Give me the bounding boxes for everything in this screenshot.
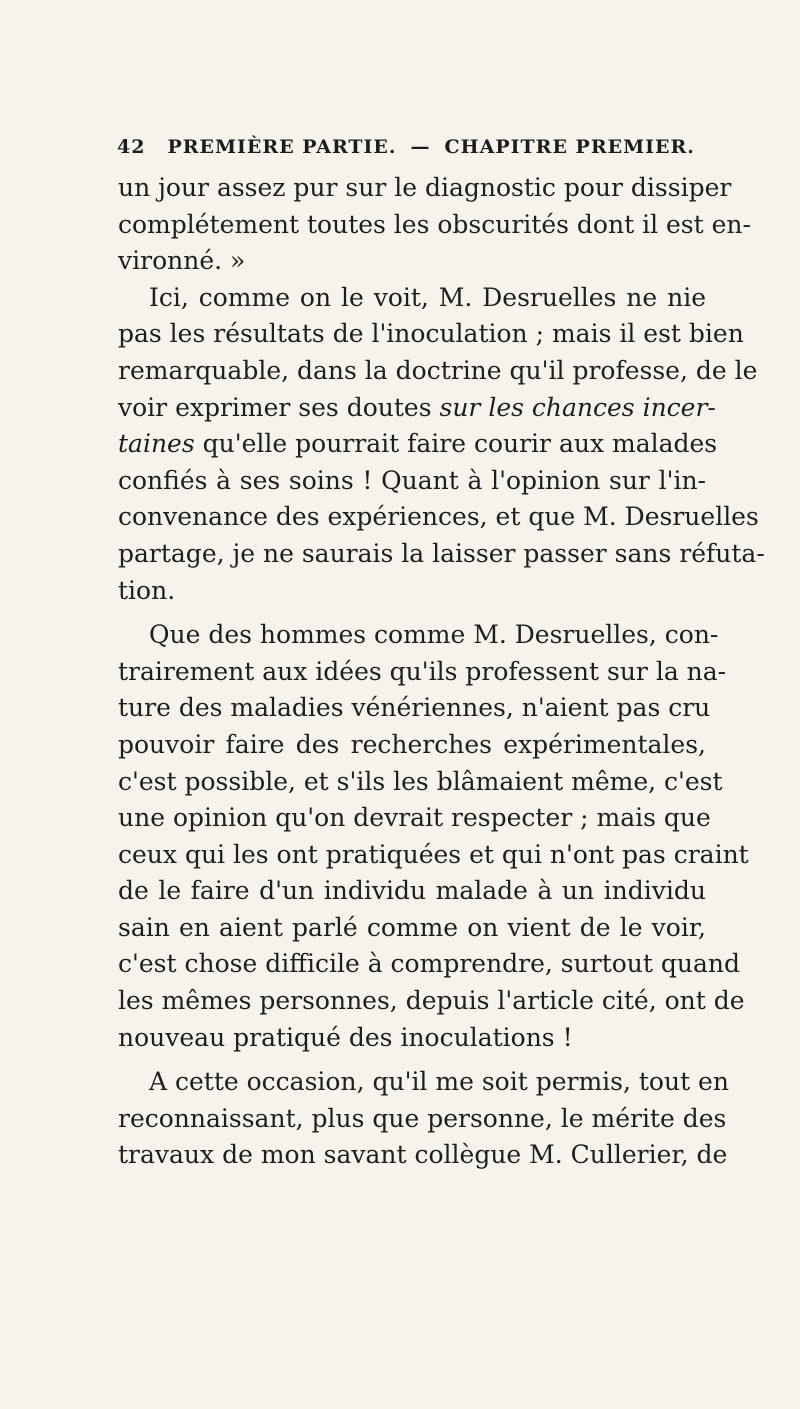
header-part: PREMIÈRE PARTIE.: [167, 136, 397, 158]
text-line: c'est possible, et s'ils les blâmaient même, c'est: [118, 766, 723, 796]
italic-phrase: taines: [118, 429, 195, 459]
text-line: vironné. »: [118, 246, 246, 276]
text-line: [118, 426, 718, 463]
text-line: A cette occasion, qu'il me soit permis, tout en: [149, 1067, 729, 1097]
paragraph-3: [118, 617, 749, 1056]
text-line: partage, je ne saurais la laisser passer sans réfuta-: [118, 538, 765, 568]
text-line: une opinion qu'on devrait respecter ; mais que: [118, 803, 711, 833]
text-line: travaux de mon savant collègue M. Cullerier, de: [118, 1140, 728, 1170]
paragraph-2: [118, 280, 765, 609]
text-line: les mêmes personnes, depuis l'article cité, ont de: [118, 986, 745, 1016]
text-line: c'est chose difficile à comprendre, surtout quand: [118, 949, 740, 979]
body-text: [118, 170, 765, 1174]
text-segment: qu'elle pourrait faire courir aux malades: [202, 429, 718, 459]
running-header: [117, 136, 717, 158]
header-separator: —: [410, 136, 431, 158]
page-number: 42: [117, 136, 146, 158]
text-line: trairement aux idées qu'ils professent sur la na-: [118, 656, 727, 686]
text-line: ceux qui les ont pratiquées et qui n'ont pas craint: [118, 839, 749, 869]
text-line: Que des hommes comme M. Desruelles, con-: [149, 620, 719, 650]
text-line: confiés à ses soins ! Quant à l'opinion sur l'in-: [118, 465, 706, 495]
text-line: de le faire d'un individu malade à un individu: [118, 876, 706, 906]
text-segment: voir exprimer ses doutes: [118, 392, 432, 422]
text-line: convenance des expériences, et que M. Desruelles: [118, 502, 759, 532]
italic-phrase: sur les chances incer-: [439, 392, 716, 422]
text-line: sain en aient parlé comme on vient de le voir,: [118, 912, 706, 942]
text-line: pouvoir faire des recherches expérimentales,: [118, 729, 706, 759]
text-line: [118, 390, 716, 427]
text-line: tion.: [118, 575, 176, 605]
paragraph-4: [118, 1064, 729, 1174]
text-line: un jour assez pur sur le diagnostic pour dissiper: [118, 173, 732, 202]
text-line: complétement toutes les obscurités dont il est en-: [118, 209, 751, 239]
text-line: remarquable, dans la doctrine qu'il professe, de le: [118, 355, 758, 385]
text-line: ture des maladies vénériennes, n'aient pas cru: [118, 693, 711, 723]
text-line: Ici, comme on le voit, M. Desruelles ne nie: [149, 282, 706, 312]
text-line: nouveau pratiqué des inoculations !: [118, 1022, 573, 1052]
header-chapter: CHAPITRE PREMIER.: [444, 136, 695, 158]
paragraph-1: [118, 170, 751, 280]
text-line: pas les résultats de l'inoculation ; mais il est bien: [118, 319, 744, 349]
text-line: reconnaissant, plus que personne, le mérite des: [118, 1103, 727, 1133]
